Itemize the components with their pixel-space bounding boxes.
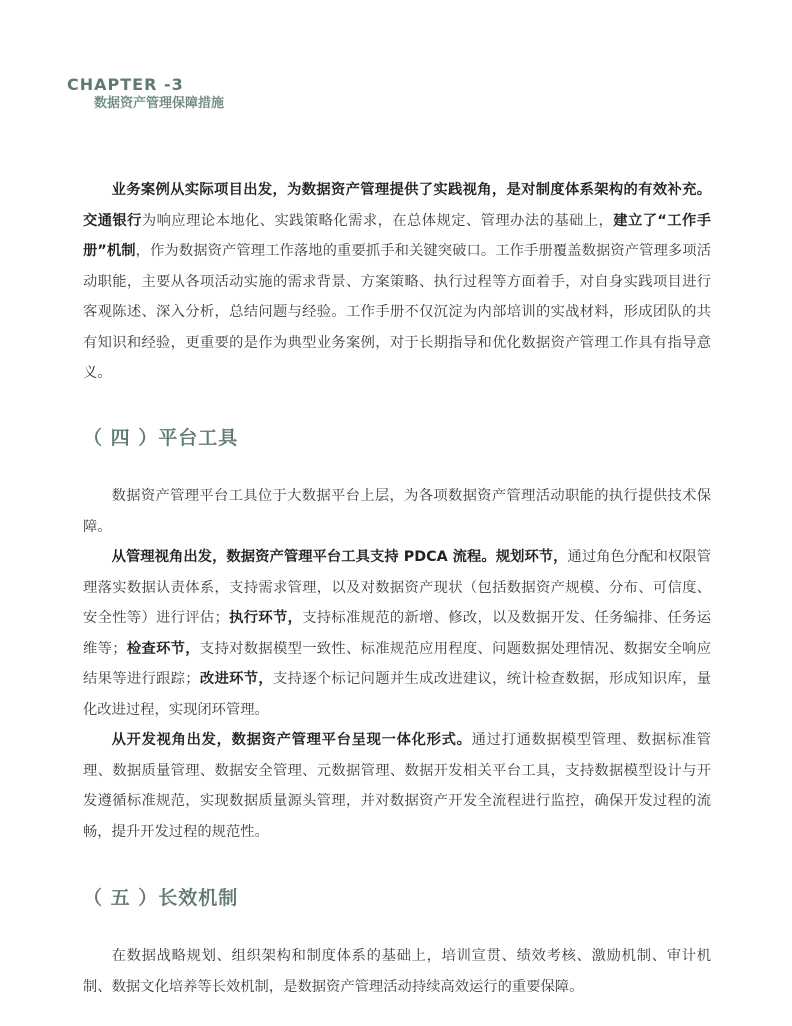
chapter-label: CHAPTER -3 (67, 75, 184, 94)
section5-body (83, 941, 711, 1002)
plan-text: 通过角色分配和权限管理落实数据认责体系，支持需求管理，以及对数据资产现状（包括数据资产规模、分布、可信度、安全性等）进行评估； (83, 549, 712, 626)
dev-text: 通过打通数据模型管理、数据标准管理、数据质量管理、数据安全管理、元数据管理、数据开发相关平台工具，支持数据模型设计与开发遵循标准规范，实现数据质量源头管理，并对数据资产开发全流程进行监控，确保开发过程的流畅，提升开发过程的规范性。 (83, 732, 712, 840)
intro-paragraph (83, 175, 711, 389)
section4-paragraph-1: 数据资产管理平台工具位于大数据平台上层，为各项数据资产管理活动职能的执行提供技术保障。 (83, 488, 711, 535)
section-heading-long-term-mechanism: （ 五 ）长效机制 (83, 887, 239, 909)
pdca-lead: 从管理视角出发，数据资产管理平台工具支持 PDCA 流程。规划环节， (111, 549, 568, 565)
do-label: 执行环节， (228, 610, 303, 626)
do-text: 支持标准规范的新增、修改，以及数据开发、任务编排、任务运维等； (83, 610, 712, 657)
section-heading-platform-tools: （ 四 ）平台工具 (83, 427, 239, 449)
mechanism-highlight: 建立了“工作手册”机制 (83, 212, 712, 259)
section4-body (83, 481, 711, 847)
section4-paragraph-3 (83, 725, 711, 847)
act-text: 支持逐个标记问题并生成改进建议，统计检查数据，形成知识库，量化改进过程，实现闭环管理。 (83, 671, 712, 718)
intro-text-1: 为响应理论本地化、实践策略化需求，在总体规定、管理办法的基础上， (141, 212, 614, 229)
act-label: 改进环节， (199, 671, 273, 687)
intro-section (83, 175, 711, 389)
dev-lead: 从开发视角出发，数据资产管理平台呈现一体化形式。 (111, 732, 472, 748)
check-label: 检查环节， (126, 640, 200, 657)
intro-text-2: ，作为数据资产管理工作落地的重要抓手和关键突破口。工作手册覆盖数据资产管理多项活动职能，主要从各项活动实施的需求背景、方案策略、执行过程等方面着手，对自身实践项目进行客观陈述、深入分析，总结问题与经验。工作手册不仅沉淀为内部培训的实战材料，形成团队的共有知识和经验，更重要的是作为典型业务案例，对于长期指导和优化数据资产管理工作具有指导意义。 (83, 243, 711, 381)
chapter-header (67, 76, 224, 112)
bank-name: 交通银行 (83, 212, 142, 229)
chapter-subtitle: 数据资产管理保障措施 (94, 96, 225, 111)
check-text: 支持对数据模型一致性、标准规范应用程度、问题数据处理情况、数据安全响应结果等进行跟踪； (83, 640, 712, 687)
section4-paragraph-2 (83, 542, 711, 725)
intro-lead: 业务案例从实际项目出发，为数据资产管理提供了实践视角，是对制度体系架构的有效补充。 (111, 182, 711, 198)
section5-paragraph-1: 在数据战略规划、组织架构和制度体系的基础上，培训宣贯、绩效考核、激励机制、审计机制、数据文化培养等长效机制，是数据资产管理活动持续高效运行的重要保障。 (83, 948, 711, 995)
